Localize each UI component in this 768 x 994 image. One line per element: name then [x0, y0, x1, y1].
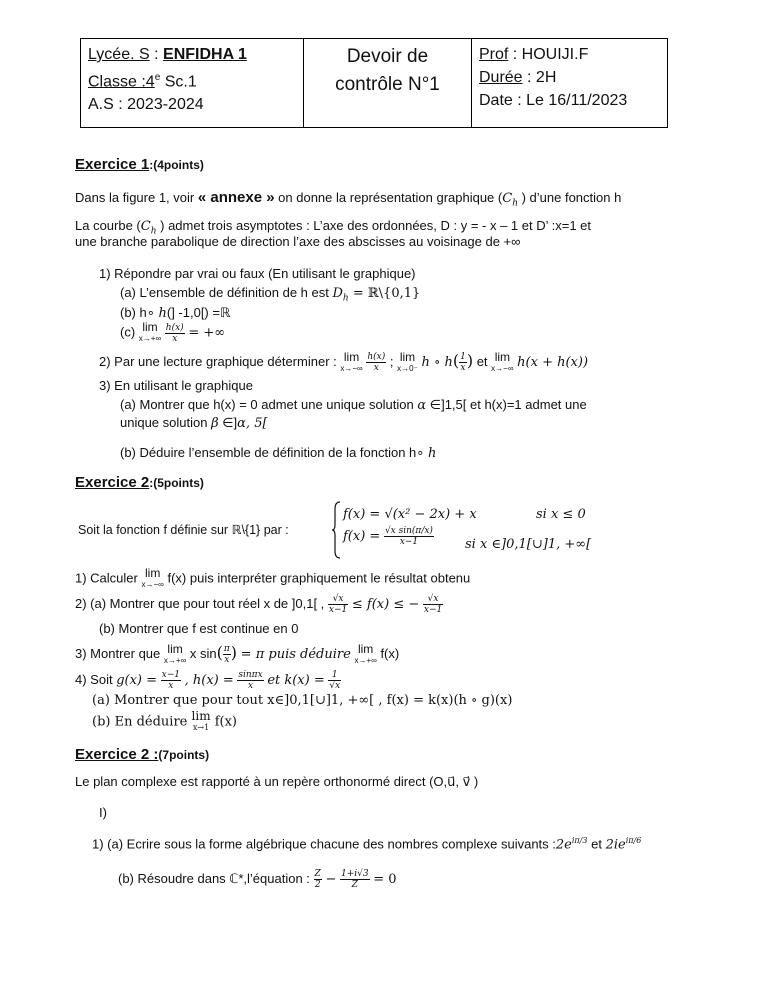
duration-label: Durée: [479, 69, 523, 86]
ex1-q2-a: 2) Par une lecture graphique déterminer :: [99, 354, 337, 369]
ex1-heading: [75, 156, 204, 173]
ex1-curve-ch: C: [140, 219, 151, 234]
et-word: et: [476, 354, 488, 369]
header-table: [80, 38, 668, 128]
equals-zero: = 0: [373, 871, 397, 887]
prof-name: : HOUIJI.F: [508, 46, 589, 63]
fraction: [384, 526, 434, 547]
ex1-curve-b: ) admet trois asymptotes : L’axe des ordonnées, D : y = - x – 1 et D’ :x=1 et: [156, 218, 592, 233]
frac-den: Z: [351, 880, 358, 890]
fraction: [237, 670, 263, 691]
ex2-points: :(5points): [149, 476, 204, 490]
header-title-cell: [304, 39, 472, 127]
ex1-q1b: [120, 305, 230, 321]
ex3-points: (7points): [158, 748, 210, 762]
ex1-q2: [99, 351, 588, 374]
ex2-q4a: (a) Montrer que pour tout x∈]0,1[∪]1, +∞[ , f(x) = k(x)(h ∘ g)(x): [92, 693, 513, 708]
frac-den: 2: [314, 880, 321, 890]
lim-word: lim: [343, 349, 360, 364]
ex1-q2-m2: h ∘ h: [421, 355, 453, 370]
lim-expr: [163, 641, 187, 666]
ex3-q1a-a: 1) (a) Ecrire sous la forme algébrique chacune des nombres complexe suivants :: [92, 836, 556, 852]
lim-expr: [491, 349, 514, 374]
lim-sub: x→+∞: [163, 655, 187, 665]
ex2-q2a: [75, 594, 443, 615]
ex1-q1c-a: (c): [120, 324, 136, 340]
school-label: Lycée. S: [88, 46, 150, 63]
paren: (: [216, 643, 223, 662]
frac-num: 1+i√3: [340, 869, 369, 879]
frac-num: π: [223, 644, 230, 655]
ex2-q1-b: f(x) puis interpréter graphiquement le résultat obtenu: [167, 570, 471, 586]
et-word: et: [591, 836, 602, 852]
ex1-q3a-l2a: unique solution: [120, 415, 212, 430]
ex2-q2b: (b) Montrer que f est continue en 0: [99, 621, 299, 636]
lim-expr: [141, 568, 163, 590]
frac-num: Z: [314, 869, 321, 879]
ex1-q3: 3) En utilisant le graphique: [99, 378, 253, 393]
g-def: g(x) =: [116, 672, 158, 688]
class-line: [88, 66, 296, 93]
fraction: [328, 594, 348, 615]
ex1-q3b-m: h: [428, 446, 437, 461]
fraction: [366, 352, 386, 373]
lim-expr: [192, 711, 211, 733]
ex2-q3: [75, 643, 399, 666]
ex2-q3-a: 3) Montrer que: [75, 646, 161, 661]
paren: (: [452, 351, 460, 370]
frac-num: √x sin(π/x): [384, 526, 433, 536]
frac-den: x: [460, 363, 466, 374]
frac-num: 1: [328, 670, 341, 681]
ex1-q2-m3: h(x + h(x)): [517, 355, 589, 370]
prof-label: Prof: [479, 46, 509, 63]
ex2-q4-a: 4) Soit: [75, 671, 113, 687]
ex1-intro-a: Dans la figure 1, voir: [75, 190, 198, 205]
frac-num: √x: [328, 594, 348, 605]
ex2-q1: [75, 568, 470, 590]
paren: ): [466, 351, 474, 370]
f-first-cond: si x ≤ 0: [536, 507, 586, 522]
lim-word: lim: [142, 320, 158, 334]
lim-sub: x→+∞: [138, 334, 162, 343]
frac-den: x: [248, 681, 254, 691]
frac-den: x−1: [399, 537, 419, 547]
ex1-q3b: [120, 445, 436, 461]
ex1-q3b-a: (b) Déduire l’ensemble de définition de la fonction h∘: [120, 445, 429, 460]
fraction: [423, 594, 443, 615]
ex2-q1-a: 1) Calculer: [75, 570, 138, 586]
ex3-q1b-a: (b) Résoudre dans ℂ*,l’équation :: [118, 870, 310, 886]
frac-num: sinπx: [238, 670, 263, 680]
lim-sub: x→−∞: [340, 363, 363, 373]
doc-title-line2: contrôle N°1: [335, 74, 440, 95]
ex1-curve-line2: une branche parabolique de direction l’axe des abscisses au voisinage de +∞: [75, 234, 521, 249]
duration-value: : 2H: [522, 69, 557, 86]
school-name: ENFIDHA 1: [163, 46, 247, 63]
school-line: [88, 43, 296, 66]
ex3-q1b: [118, 869, 397, 890]
school-year: A.S : 2023-2024: [88, 96, 204, 114]
ex1-intro-c: ) d’une fonction h: [517, 190, 622, 205]
ex2-definition: Soit la fonction f définie sur ℝ\{1} par :: [78, 523, 289, 537]
date-line: Date : Le 16/11/2023: [479, 92, 628, 109]
ex1-q3a-l2b: ∈]: [218, 415, 238, 430]
frac-num: h(x): [367, 352, 386, 363]
z2-base: 2ie: [605, 837, 626, 853]
ex1-q3a: [120, 397, 587, 413]
ex1-q3a-l2c: α, 5[: [237, 416, 268, 431]
h-def: , h(x) =: [184, 672, 234, 688]
fraction: [223, 644, 231, 665]
ex1-q1a-b: = ℝ\{0,1}: [348, 286, 421, 301]
ex1-q1c-b: = +∞: [188, 325, 226, 341]
f-first-piece: f(x) = √(x² − 2x) + x: [343, 507, 477, 522]
lim-word: lim: [357, 641, 374, 656]
ex2-q4b: [92, 711, 237, 733]
fraction: [314, 869, 322, 890]
lim-sub: x→0⁻: [397, 363, 418, 373]
frac-den: x: [168, 681, 174, 691]
frac-num: h(x): [165, 322, 184, 333]
ex1-q1a: [120, 285, 420, 304]
lim-sub: x→+∞: [354, 655, 377, 665]
ex1-q1a-m: D: [332, 286, 343, 301]
ex1-q3a-line2: [120, 415, 268, 431]
ex2-heading: [75, 474, 204, 491]
prof-line: [479, 43, 660, 66]
k-def: et k(x) =: [267, 672, 325, 688]
ex1-q1a-msub: h: [342, 293, 349, 304]
ex1-q3a-b: ∈]1,5[ et h(x)=1 admet une: [426, 397, 587, 412]
lim-sub: x→1: [192, 723, 210, 732]
lim-sub: x→−∞: [491, 363, 514, 373]
ex1-q1a-a: (a) L’ensemble de définition de h est: [120, 285, 333, 300]
ex2-q4b-a: (b) En déduire: [92, 714, 188, 730]
beta-symbol: β: [211, 416, 219, 431]
ex1-intro: [75, 189, 621, 209]
z1-exp: iπ/3: [571, 836, 588, 845]
header-info-cell: [472, 39, 667, 127]
lim-expr: [139, 322, 161, 344]
ex2-q4: [75, 670, 341, 691]
frac-num: 1: [460, 352, 466, 363]
f-second-cond: si x ∈]0,1[∪]1, +∞[: [465, 537, 592, 552]
frac-den: √x: [329, 681, 341, 691]
frac-num: √x: [423, 594, 443, 605]
ex3-intro: Le plan complexe est rapporté à un repère orthonormé direct (O,u⃗, v⃗ ): [75, 774, 479, 789]
ex1-intro-chsub: h: [512, 198, 518, 209]
ex2-title: Exercice 2: [75, 474, 150, 491]
z2-exp: iπ/6: [625, 836, 642, 845]
lim-expr: [397, 349, 418, 374]
frac-den: x−1: [423, 605, 443, 615]
ex1-points: :(4points): [149, 158, 204, 172]
annexe-label: « annexe »: [197, 189, 275, 206]
ex3-heading: [75, 746, 209, 763]
ex1-q3a-a: (a) Montrer que h(x) = 0 admet une unique solution: [120, 397, 418, 412]
frac-num: x−1: [161, 670, 180, 680]
ex1-intro-b: on donne la représentation graphique (: [274, 190, 503, 205]
fraction: [165, 323, 185, 344]
fraction: [340, 869, 370, 890]
ex2-q3-d: f(x): [380, 646, 400, 661]
fraction: [161, 670, 181, 691]
ex1-q1b-b: (] -1,0[) =ℝ: [166, 305, 231, 320]
ex1-title: Exercice 1: [75, 156, 150, 173]
fraction: [459, 352, 467, 373]
class-sup: e: [154, 72, 161, 83]
separator: ;: [389, 354, 394, 369]
lim-word: lim: [145, 566, 161, 580]
ex1-q1: 1) Répondre par vrai ou faux (En utilisant le graphique): [99, 266, 416, 281]
ex2-q3-b: x sin: [189, 646, 217, 661]
lim-expr: [340, 349, 363, 374]
z1-base: 2e: [555, 837, 572, 853]
frac-den: x: [224, 655, 230, 666]
ex3-title: Exercice 2 :: [75, 746, 159, 763]
lim-word: lim: [399, 349, 416, 364]
ex3-part-label: I): [99, 805, 107, 820]
lim-word: lim: [494, 349, 511, 364]
ex2-q2a-mid: ≤ f(x) ≤ −: [351, 596, 420, 612]
frac-den: x: [373, 363, 379, 374]
lim-word: lim: [191, 709, 211, 723]
school-sep: :: [149, 46, 164, 63]
minus-sign: −: [325, 871, 337, 887]
ex3-q1a: [92, 836, 641, 852]
lim-sub: x→−∞: [141, 580, 164, 589]
ex1-curve-chsub: h: [150, 226, 157, 237]
header-school-cell: [81, 39, 304, 127]
class-label: Classe :4: [88, 73, 155, 91]
lim-expr: [354, 641, 377, 666]
frac-den: x: [172, 333, 178, 344]
class-name: Sc.1: [160, 73, 197, 91]
paren: ): [230, 643, 238, 662]
ex1-intro-ch: C: [502, 191, 513, 206]
ex2-q3-c: = π puis déduire: [240, 647, 351, 662]
f2-pre: f(x) =: [343, 528, 381, 544]
alpha-symbol: α: [417, 398, 427, 413]
ex1-q1b-m: h: [158, 306, 167, 321]
doc-title-line1: Devoir de: [346, 46, 429, 67]
ex1-q1b-a: (b) h∘: [120, 305, 159, 320]
ex2-q2a-a: 2) (a) Montrer que pour tout réel x de ]0,1[ ,: [75, 595, 325, 611]
f-second-piece: [343, 526, 434, 547]
ex1-q1c: [120, 322, 225, 344]
fraction: [328, 670, 341, 691]
ex2-q4b-b: f(x): [214, 714, 238, 730]
ex1-curve-a: La courbe (: [75, 218, 141, 233]
brace-icon: [331, 501, 341, 559]
duration-line: [479, 66, 660, 89]
frac-den: x−1: [328, 605, 348, 615]
lim-word: lim: [167, 641, 183, 656]
